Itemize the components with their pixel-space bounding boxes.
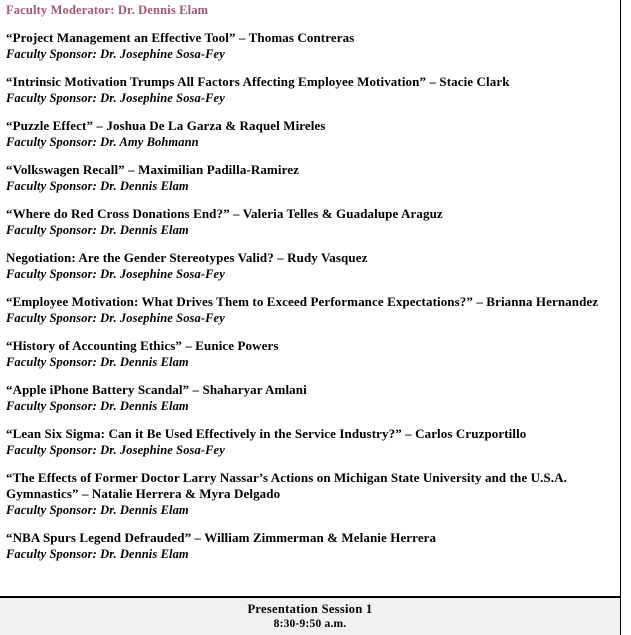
faculty-sponsor: Faculty Sponsor: Dr. Amy Bohmann xyxy=(6,135,199,149)
page-right-rule xyxy=(620,0,621,635)
faculty-moderator-line: Faculty Moderator: Dr. Dennis Elam xyxy=(6,3,209,17)
presentation-entry xyxy=(6,294,610,326)
faculty-sponsor: Faculty Sponsor: Dr. Dennis Elam xyxy=(6,223,189,237)
faculty-sponsor: Faculty Sponsor: Dr. Dennis Elam xyxy=(6,547,189,561)
presentation-entry xyxy=(6,530,610,562)
presentation-title: “Employee Motivation: What Drives Them to Exceed Performance Expectations?” – Brianna Hernandez xyxy=(6,294,599,309)
presentation-title: “History of Accounting Ethics” – Eunice Powers xyxy=(6,338,279,353)
presentation-title: “Intrinsic Motivation Trumps All Factors Affecting Employee Motivation” – Stacie Clark xyxy=(6,74,510,89)
faculty-sponsor: Faculty Sponsor: Dr. Dennis Elam xyxy=(6,179,189,193)
presentation-title: Negotiation: Are the Gender Stereotypes Valid? – Rudy Vasquez xyxy=(6,250,368,265)
faculty-sponsor: Faculty Sponsor: Dr. Josephine Sosa-Fey xyxy=(6,443,225,457)
presentation-entry xyxy=(6,74,610,106)
presentation-entry xyxy=(6,162,610,194)
presentation-entry xyxy=(6,250,610,282)
presentation-entry xyxy=(6,382,610,414)
faculty-sponsor: Faculty Sponsor: Dr. Dennis Elam xyxy=(6,503,189,517)
footer-session-time: 8:30-9:50 a.m. xyxy=(273,618,347,630)
presentation-entry xyxy=(6,118,610,150)
presentation-title: “Volkswagen Recall” – Maximilian Padilla-Ramirez xyxy=(6,162,299,177)
presentation-entry xyxy=(6,338,610,370)
page-footer xyxy=(0,596,620,635)
presentation-title: “Where do Red Cross Donations End?” – Valeria Telles & Guadalupe Araguz xyxy=(6,206,443,221)
presentation-entry xyxy=(6,30,610,62)
faculty-sponsor: Faculty Sponsor: Dr. Josephine Sosa-Fey xyxy=(6,91,225,105)
presentation-title: “The Effects of Former Doctor Larry Nassar’s Actions on Michigan State University and the U.S.A. Gymnastics” – Natalie Herrera & Myra Delgado xyxy=(6,470,567,501)
footer-session-title: Presentation Session 1 xyxy=(247,602,373,616)
presentation-title: “Puzzle Effect” – Joshua De La Garza & Raquel Mireles xyxy=(6,118,326,133)
presentation-title: “Project Management an Effective Tool” – Thomas Contreras xyxy=(6,30,355,45)
faculty-sponsor: Faculty Sponsor: Dr. Josephine Sosa-Fey xyxy=(6,267,225,281)
presentation-entry xyxy=(6,426,610,458)
presentation-title: “Lean Six Sigma: Can it Be Used Effectively in the Service Industry?” – Carlos Cruzportillo xyxy=(6,426,527,441)
presentation-title: “Apple iPhone Battery Scandal” – Shaharyar Amlani xyxy=(6,382,307,397)
faculty-sponsor: Faculty Sponsor: Dr. Josephine Sosa-Fey xyxy=(6,311,225,325)
presentation-entry xyxy=(6,206,610,238)
faculty-sponsor: Faculty Sponsor: Dr. Dennis Elam xyxy=(6,355,189,369)
presentation-title: “NBA Spurs Legend Defrauded” – William Zimmerman & Melanie Herrera xyxy=(6,530,437,545)
presentation-entry xyxy=(6,470,610,518)
faculty-sponsor: Faculty Sponsor: Dr. Josephine Sosa-Fey xyxy=(6,47,225,61)
faculty-sponsor: Faculty Sponsor: Dr. Dennis Elam xyxy=(6,399,189,413)
